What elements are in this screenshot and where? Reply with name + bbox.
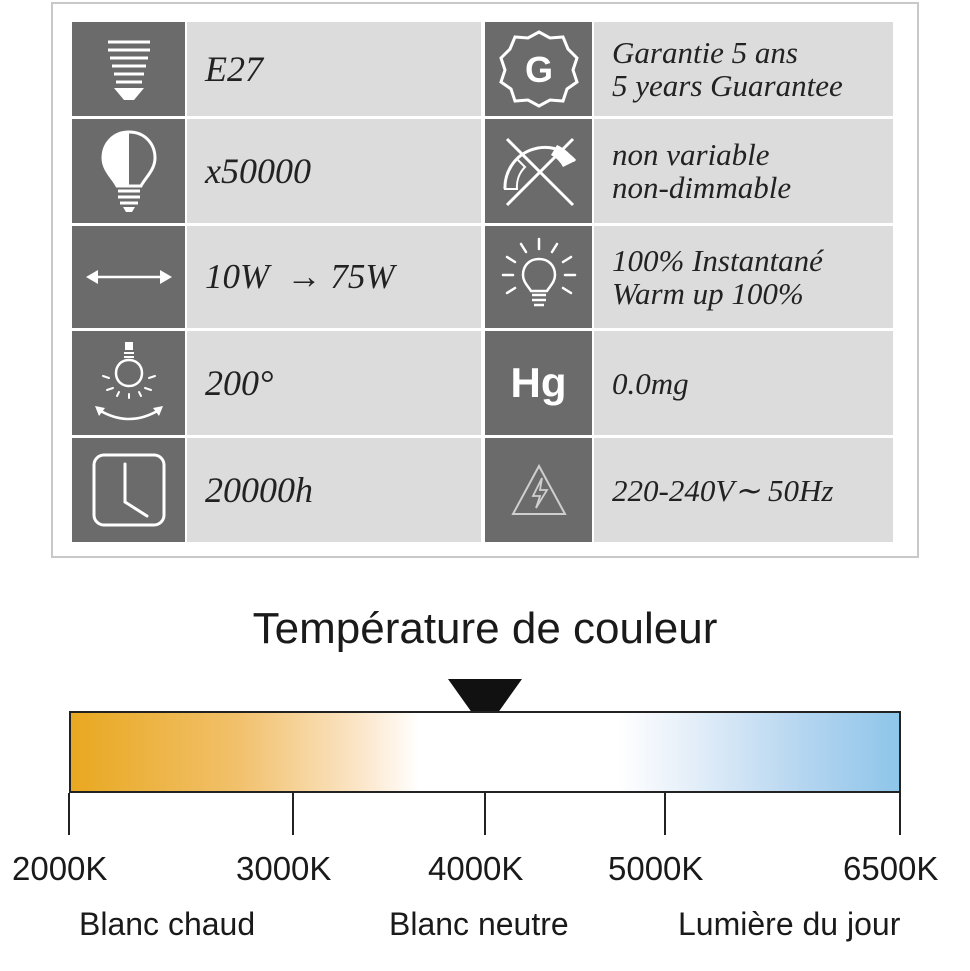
guarantee-badge-icon — [485, 22, 592, 116]
tick-2000k — [68, 793, 70, 835]
spec-lifetime-value: 20000h — [205, 470, 313, 510]
spec-mercury — [594, 331, 893, 435]
tick-5000k — [664, 793, 666, 835]
spec-warm-up-line1: 100% Instantané — [612, 243, 823, 278]
tick-4000k — [484, 793, 486, 835]
spec-warm-up-line2: Warm up 100% — [612, 276, 804, 311]
tick-label-5000k: 5000K — [608, 850, 704, 887]
spec-guarantee-line1: Garantie 5 ans — [612, 35, 798, 70]
non-dimmable-icon — [485, 119, 592, 223]
light-bulb-half-icon — [72, 119, 185, 223]
spec-dimming-line2: non-dimmable — [612, 170, 792, 205]
spec-wattage-value: 10W → 75W — [205, 257, 395, 296]
mercury-hg-icon — [485, 331, 592, 435]
desc-daylight: Lumière du jour — [678, 906, 901, 942]
color-temperature-bar — [69, 711, 901, 793]
spec-guarantee — [594, 22, 893, 116]
spec-dimming — [594, 119, 893, 223]
clock-icon — [72, 438, 185, 542]
spec-switching-cycles — [187, 119, 481, 223]
spec-mercury-value: 0.0mg — [612, 365, 689, 401]
spec-socket-value: E27 — [205, 49, 263, 89]
tick-label-2000k: 2000K — [12, 850, 108, 887]
tick-6500k — [899, 793, 901, 835]
spec-guarantee-line2: 5 years Guarantee — [612, 68, 843, 103]
spec-wattage-equivalence — [187, 226, 481, 328]
desc-neutral-white: Blanc neutre — [389, 906, 569, 942]
high-voltage-warning-icon — [485, 438, 592, 542]
spec-beam-angle-value: 200° — [205, 363, 274, 403]
guarantee-badge-letter: G — [524, 49, 553, 90]
desc-warm-white: Blanc chaud — [79, 906, 256, 942]
mercury-hg-label: Hg — [510, 359, 567, 406]
tick-label-3000k: 3000K — [236, 850, 332, 887]
spec-dimming-line1: non variable — [612, 137, 770, 172]
spec-switching-cycles-value: x50000 — [205, 151, 311, 191]
spec-warm-up — [594, 226, 893, 328]
scale-title: Température de couleur — [252, 604, 718, 653]
spec-voltage-value: 220-240V∼ 50Hz — [612, 472, 834, 508]
spec-beam-angle — [187, 331, 481, 435]
beam-angle-bulb-icon — [72, 331, 185, 435]
tick-label-4000k: 4000K — [428, 850, 524, 887]
spec-voltage — [594, 438, 893, 542]
double-arrow-icon — [72, 226, 185, 328]
tick-label-6500k: 6500K — [843, 850, 939, 887]
spec-lifetime — [187, 438, 481, 542]
spec-socket — [187, 22, 481, 116]
instant-on-bulb-icon — [485, 226, 592, 328]
tick-3000k — [292, 793, 294, 835]
lamp-base-e27-icon — [72, 22, 185, 116]
